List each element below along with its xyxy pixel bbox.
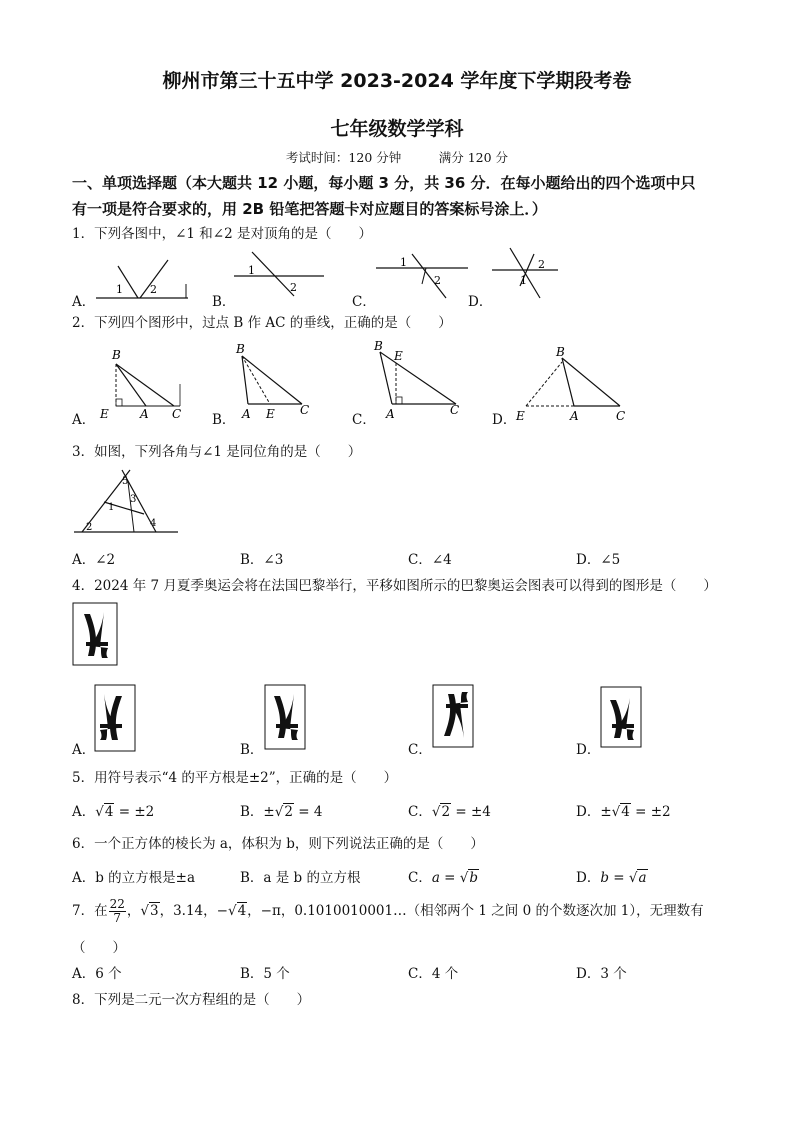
q3-option-b[interactable]: B．∠3 (240, 552, 284, 568)
q2d-label-e: E (516, 409, 525, 423)
q7-lead: 7．在 (72, 903, 108, 919)
q2c-label-c: C (450, 403, 460, 417)
q5d-post: = ±2 (630, 804, 671, 820)
q6-option-b[interactable] (240, 866, 361, 886)
q7-fraction (109, 898, 126, 925)
q5a-post: = ±2 (114, 804, 155, 820)
q7-radicand-1: 3 (149, 903, 159, 919)
q6-option-c[interactable]: C．a = √b (408, 870, 479, 886)
q1-figure-a (88, 246, 198, 302)
q6a-text: b 的立方根是±a (95, 870, 196, 886)
q6-option-d[interactable]: D．b = √a (576, 870, 647, 886)
q2d-label-b: B (556, 345, 565, 359)
q7-frac-den: 7 (113, 911, 122, 925)
q4-option-c-emblem-image (432, 684, 474, 748)
question-4-text: 4．2024 年 7 月夏季奥运会将在法国巴黎举行，平移如图所示的巴黎奥运会图表可以得到的图形是（ ） (72, 578, 717, 594)
q3-label-3: 3 (130, 494, 137, 505)
q2-figure-b (232, 342, 316, 424)
question-5-text: 5．用符号表示“4 的平方根是±2”，正确的是（ ） (72, 770, 398, 786)
q2b-label-a: A (242, 407, 251, 421)
q1a-label-2: 2 (150, 283, 157, 296)
q7-option-a[interactable]: A．6 个 (72, 966, 122, 982)
q5b-pre: ± (263, 804, 275, 820)
q2a-label-a: A (140, 407, 149, 421)
q2-figure-a (92, 344, 186, 424)
q5c-radicand: 2 (441, 804, 451, 820)
q2b-label-e: E (266, 407, 275, 421)
q1c-label-1: 1 (400, 256, 407, 269)
q5a-radicand: 4 (104, 804, 114, 820)
question-7-paren: （ ） (72, 940, 126, 956)
q6c-pre: a = (431, 870, 460, 886)
question-8-text: 8．下列是二元一次方程组的是（ ） (72, 992, 311, 1008)
q4-option-b-emblem-image (264, 684, 306, 750)
q2c-label-e: E (394, 349, 403, 363)
q6b-text: a 是 b 的立方根 (263, 870, 361, 886)
q7-radicand-2: 4 (237, 903, 247, 919)
q6b-label: B． (240, 870, 264, 886)
q3-option-c[interactable]: C．∠4 (408, 552, 452, 568)
section-heading-line1: 一、单项选择题（本大题共 12 小题，每小题 3 分，共 36 分．在每小题给出的四个选项中只 (72, 174, 696, 192)
q2b-label-b: B (236, 342, 245, 356)
q1-option-b[interactable]: B． (212, 294, 236, 310)
q3-figure (72, 466, 182, 538)
q2a-label-e: E (100, 407, 109, 421)
q1-option-d[interactable]: D． (468, 294, 493, 310)
q2d-label-a: A (570, 409, 579, 423)
q6c-radicand: b (469, 870, 479, 886)
q2c-label-a: A (386, 407, 395, 421)
q5b-radicand: 2 (284, 804, 293, 820)
q2a-label-b: B (112, 348, 121, 362)
q1-option-a[interactable]: A． (72, 294, 96, 310)
q6c-label: C． (408, 870, 432, 886)
q2-figure-d (512, 344, 628, 424)
q7-sep: ， (126, 903, 141, 919)
q5-option-d[interactable]: D．±√4 = ±2 (576, 804, 671, 820)
q4-option-b[interactable]: B． (240, 742, 264, 758)
q5b-label: B． (240, 804, 264, 820)
q2-option-b[interactable]: B． (212, 412, 236, 428)
q2b-label-c: C (300, 403, 310, 417)
q3-label-4: 4 (150, 518, 157, 529)
q1a-label-1: 1 (116, 283, 123, 296)
q1-option-c[interactable]: C． (352, 294, 376, 310)
q7-frac-num: 22 (109, 897, 125, 911)
question-2-text: 2．下列四个图形中，过点 B 作 AC 的垂线，正确的是（ ） (72, 315, 452, 331)
q3-option-d[interactable]: D．∠5 (576, 552, 621, 568)
q4-original-emblem-image (72, 602, 118, 666)
question-7-text: 7．在 $\frac{22}{7}$ ，√3，3.14，−√4，−π，0.1010010001…（相邻两个 1 之间 0 的个数逐次加 1），无理数有 (72, 897, 704, 925)
q3-label-2: 2 (86, 522, 93, 533)
q2-option-d[interactable]: D． (492, 412, 517, 428)
q2c-label-b: B (374, 339, 383, 353)
q2a-label-c: C (172, 407, 182, 421)
q5d-radicand: 4 (621, 804, 630, 820)
exam-title: 柳州市第三十五中学 2023-2024 学年度下学期段考卷 (162, 70, 632, 92)
q5c-post: = ±4 (451, 804, 491, 820)
q1-figure-b (232, 246, 328, 298)
q3-label-5: 5 (122, 476, 129, 487)
exam-subtitle: 七年级数学学科 (330, 118, 464, 140)
q7-mid: ，3.14，− (159, 903, 228, 919)
q2-option-c[interactable]: C． (352, 412, 376, 428)
q4-option-a[interactable]: A． (72, 742, 96, 758)
q5a-label: A． (72, 804, 96, 820)
q5-option-b[interactable]: B．±√2 = 4 (240, 804, 323, 820)
q5-option-c[interactable]: C．√2 = ±4 (408, 804, 491, 820)
q7-option-d[interactable]: D．3 个 (576, 966, 627, 982)
q1-figure-d (490, 244, 562, 300)
q5d-pre: ± (600, 804, 612, 820)
q6d-pre: b = (600, 870, 629, 886)
exam-meta: 考试时间：120 分钟 满分 120 分 (285, 150, 509, 165)
q1d-label-1: 1 (520, 274, 527, 287)
q6d-label: D． (576, 870, 601, 886)
q1c-label-2: 2 (434, 274, 441, 287)
q2d-label-c: C (616, 409, 626, 423)
q5-option-a[interactable]: A．√4 = ±2 (72, 804, 155, 820)
q6d-radicand: a (638, 870, 647, 886)
q4-option-a-emblem-image (94, 684, 136, 752)
q1d-label-2: 2 (538, 258, 545, 271)
question-1-text: 1．下列各图中，∠1 和∠2 是对顶角的是（ ） (72, 226, 372, 242)
q4-option-c[interactable]: C． (408, 742, 432, 758)
q7-tail: ，−π，0.1010010001…（相邻两个 1 之间 0 的个数逐次加 1），无理数有 (247, 903, 704, 919)
q1-figure-c (372, 250, 472, 300)
q3-option-a[interactable]: A．∠2 (72, 552, 116, 568)
q5d-label: D． (576, 804, 601, 820)
q4-option-d[interactable]: D． (576, 742, 601, 758)
q2-figure-c (370, 338, 464, 424)
q2-option-a[interactable]: A． (72, 412, 96, 428)
q5c-label: C． (408, 804, 432, 820)
q5b-post: = 4 (293, 804, 323, 820)
q1b-label-2: 2 (290, 281, 297, 294)
question-6-text: 6．一个正方体的棱长为 a，体积为 b，则下列说法正确的是（ ） (72, 836, 484, 852)
section-heading-line2: 有一项是符合要求的，用 2B 铅笔把答题卡对应题目的答案标号涂上．） (72, 200, 547, 218)
q1b-label-1: 1 (248, 264, 255, 277)
q7-option-c[interactable]: C．4 个 (408, 966, 459, 982)
q6-option-a[interactable] (72, 866, 195, 886)
q4-option-d-emblem-image (600, 686, 642, 748)
q3-label-1: 1 (108, 502, 115, 513)
q6a-label: A． (72, 870, 96, 886)
question-3-text: 3．如图，下列各角与∠1 是同位角的是（ ） (72, 444, 362, 460)
q7-option-b[interactable]: B．5 个 (240, 966, 290, 982)
